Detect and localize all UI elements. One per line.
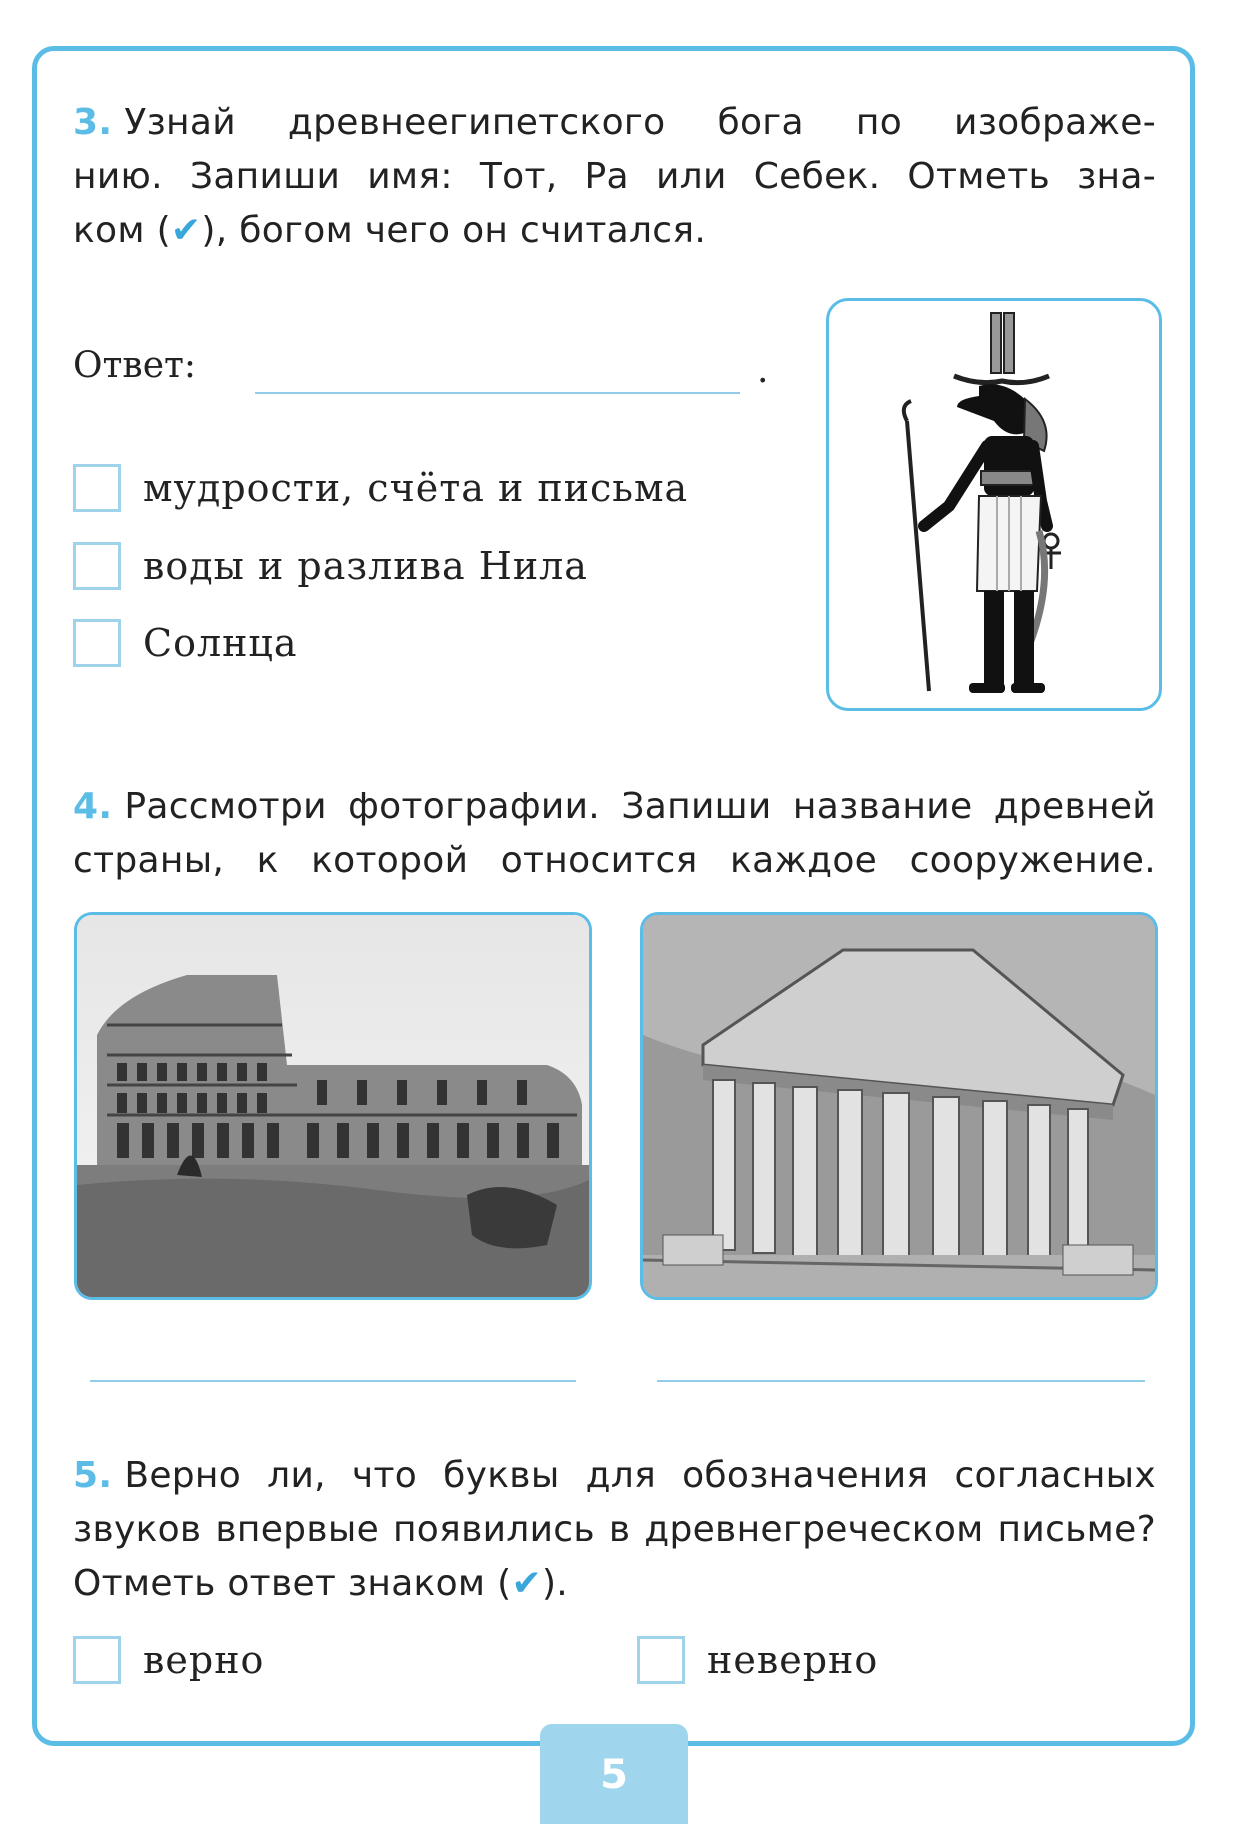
parthenon-photo [640,912,1158,1300]
task-5-line-1: Верно ли, что буквы для обозначения согласных [124,1455,1156,1496]
answer-label: Ответ: [73,345,197,386]
task-5-text [73,1449,1156,1611]
page-number: 5 [600,1752,628,1798]
checkbox-sun[interactable] [73,619,121,667]
task-5-line-3-start: Отметь ответ знаком ( [73,1563,512,1604]
option-true-label: верно [143,1638,265,1682]
option-true[interactable] [73,1636,264,1684]
check-mark-icon: ✔ [170,210,202,251]
checkbox-water[interactable] [73,542,121,590]
answer-end-dot: . [757,350,769,391]
page-number-tab [540,1724,688,1824]
task-3-line-3-end: ), богом чего он считался. [201,210,707,251]
colosseum-photo [74,912,592,1300]
option-wisdom-label: мудрости, счёта и письма [143,466,689,510]
task-5-line-3-end: ). [541,1563,569,1604]
task-4-line-2: страны, к которой относится каждое сооружение. [73,840,1156,881]
task-3-number: 3. [73,102,113,143]
task-3-text [73,96,1156,258]
option-false-label: неверно [707,1638,879,1682]
task-3-line-3-start: ком ( [73,210,171,251]
option-water-label: воды и разлива Нила [143,544,588,588]
task-4-text [73,780,1156,888]
checkbox-true[interactable] [73,1636,121,1684]
task-4-line-1: Рассмотри фотографии. Запиши название древней [124,786,1156,827]
option-false[interactable] [637,1636,878,1684]
country-answer-line-1[interactable] [90,1380,576,1382]
option-sun-label: Солнца [143,621,298,665]
task-3-line-1: Узнай древнеегипетского бога по изображе- [124,102,1156,143]
task-3-line-2: нию. Запиши имя: Тот, Ра или Себек. Отметь зна- [73,156,1156,197]
task-5-line-2: звуков впервые появились в древнегреческом письме? [73,1509,1156,1550]
answer-input-line[interactable] [255,392,740,394]
option-water[interactable] [73,542,588,590]
country-answer-line-2[interactable] [657,1380,1145,1382]
god-image-frame [826,298,1162,711]
option-sun[interactable] [73,619,298,667]
check-mark-icon: ✔ [511,1563,542,1604]
checkbox-false[interactable] [637,1636,685,1684]
sobek-figure-icon [829,301,1159,708]
task-4-number: 4. [73,786,113,827]
option-wisdom[interactable] [73,464,688,512]
checkbox-wisdom[interactable] [73,464,121,512]
task-5-number: 5. [73,1455,113,1496]
